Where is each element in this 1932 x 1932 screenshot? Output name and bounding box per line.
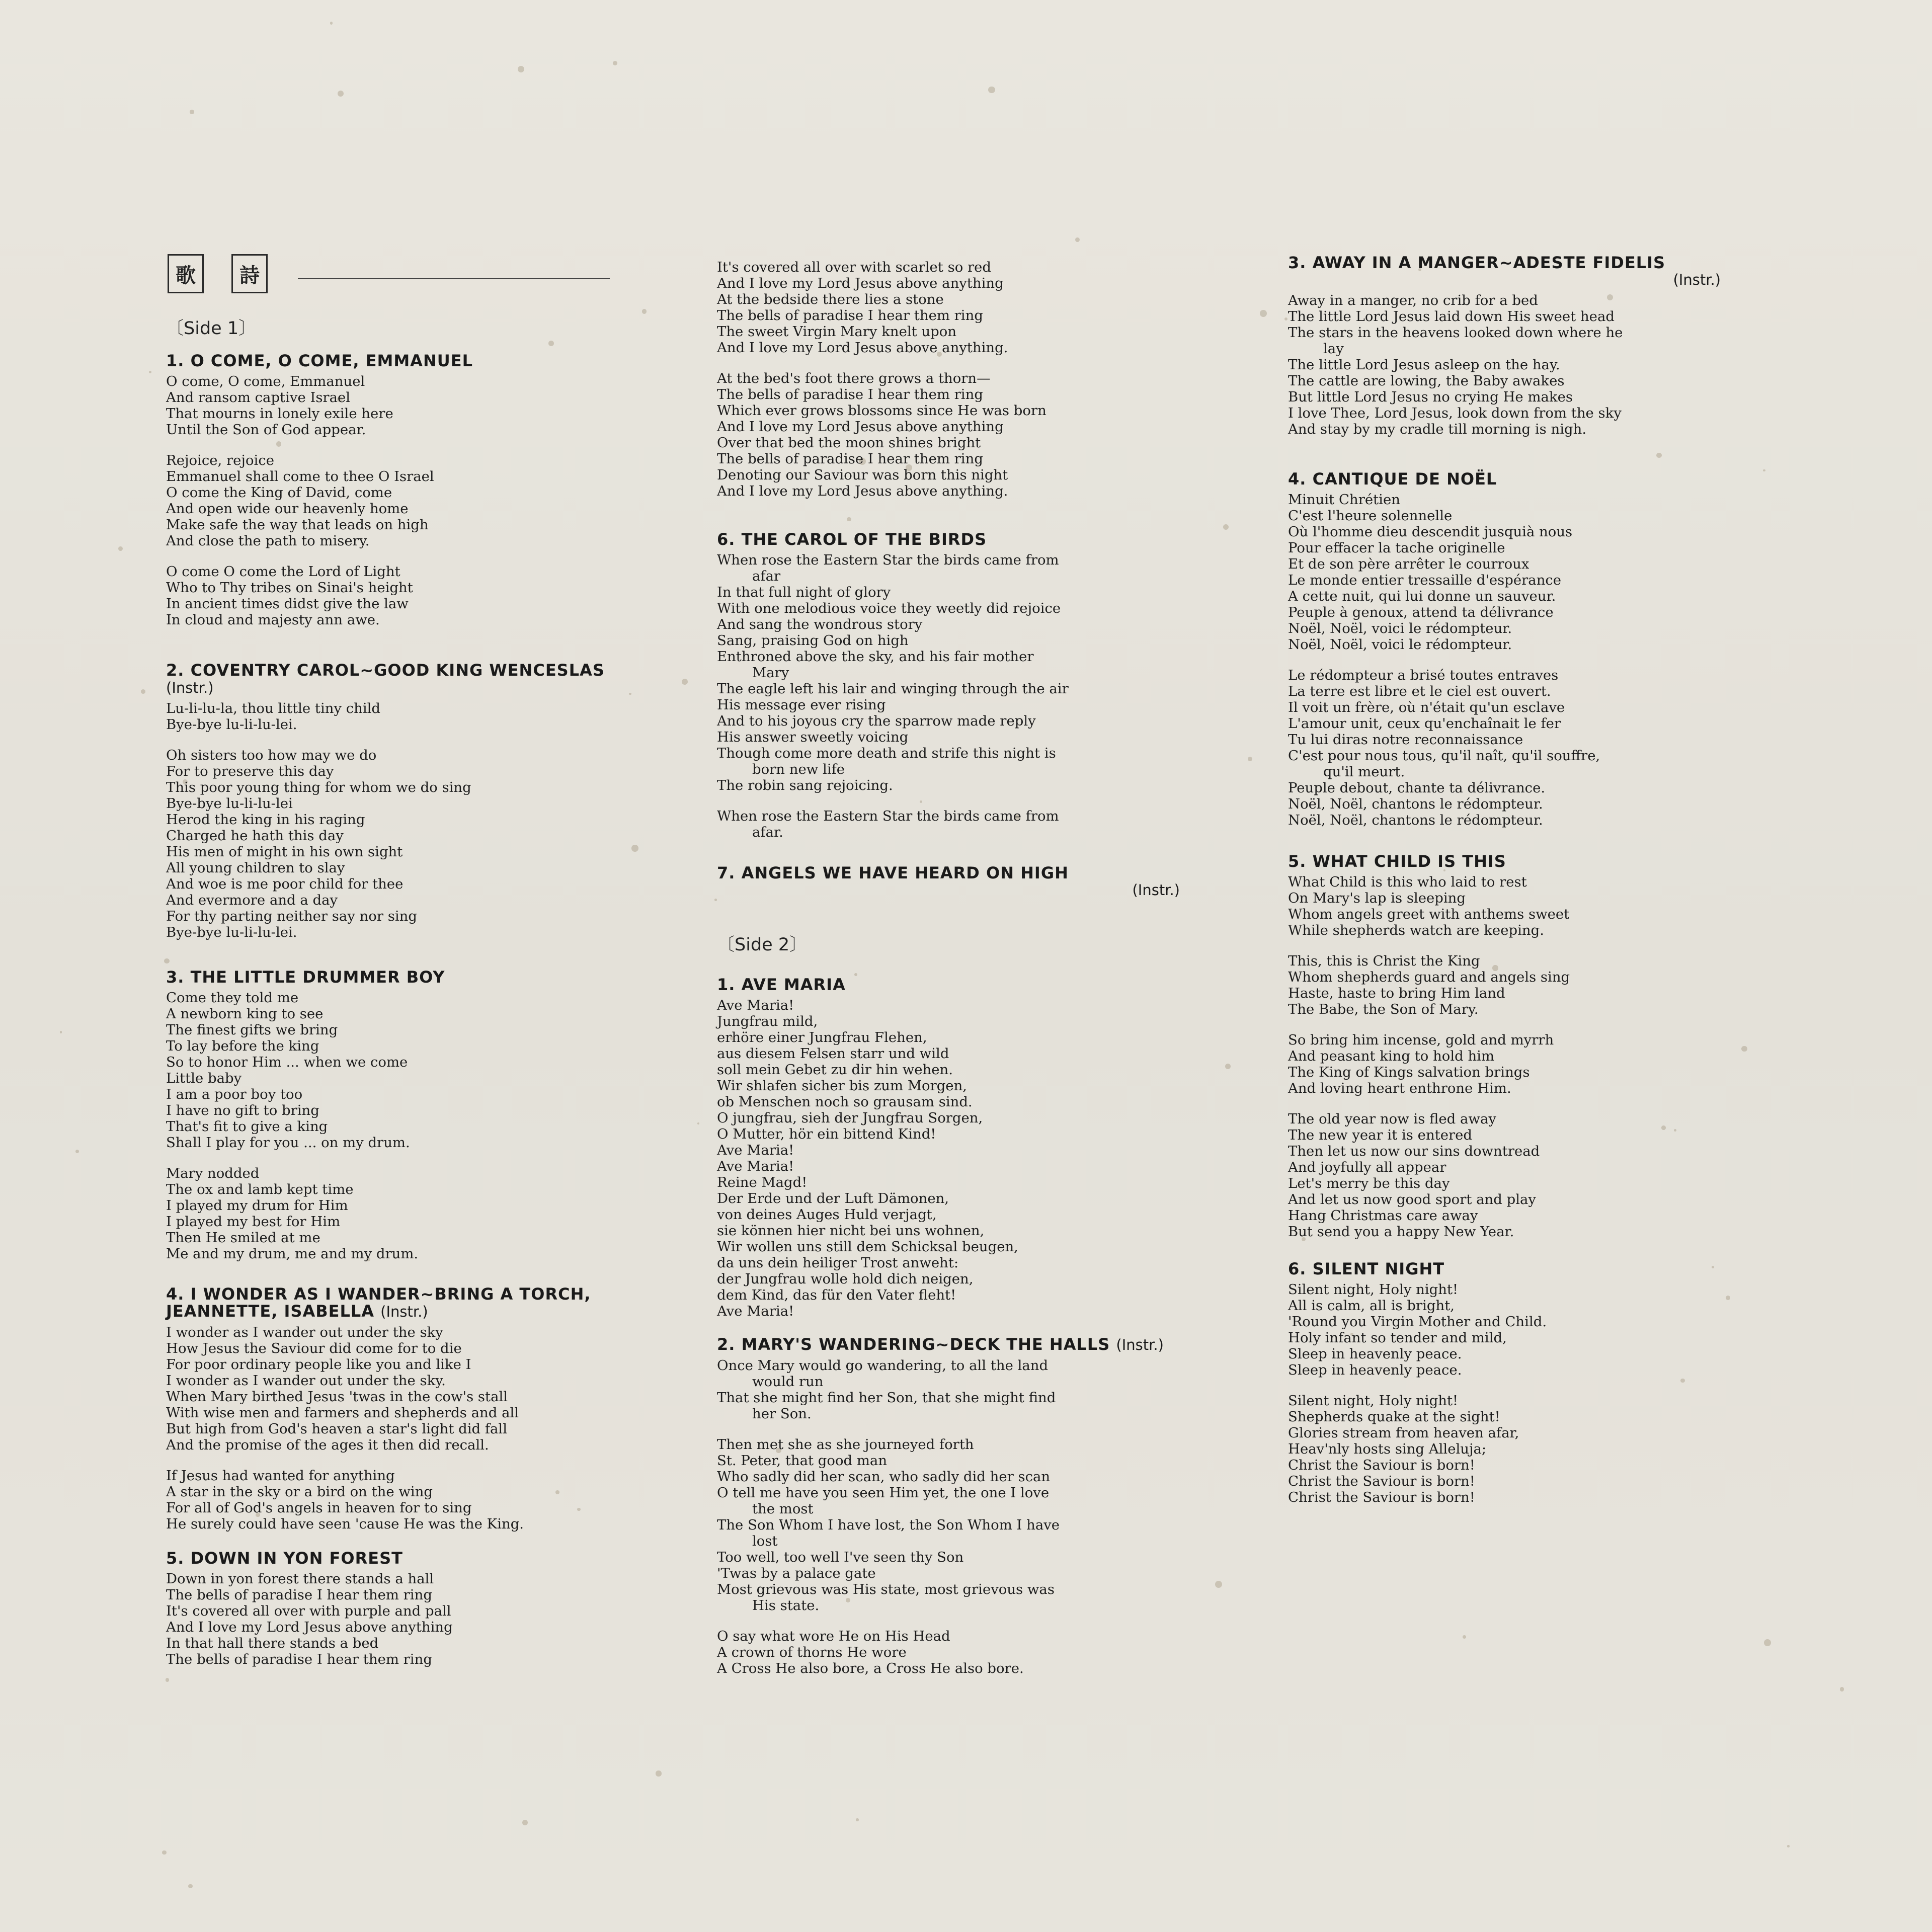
lyric-line: C'est pour nous tous, qu'il naît, qu'il souffre,: [1288, 748, 1600, 764]
lyric-line: 'Round you Virgin Mother and Child.: [1288, 1314, 1547, 1330]
lyric-line: And the promise of the ages it then did recall.: [166, 1437, 489, 1453]
song-block: [717, 531, 1180, 855]
lyric-line: And stay by my cradle till morning is nigh.: [1288, 421, 1587, 437]
lyric-line: And I love my Lord Jesus above anything: [717, 275, 1004, 291]
lyric-line: The stars in the heavens looked down where he: [1288, 325, 1623, 341]
song-number: 3.: [1288, 253, 1307, 272]
song-title: [166, 352, 619, 369]
lyric-line: And woe is me poor child for thee: [166, 876, 404, 892]
song-block: [717, 864, 1180, 903]
lyrics-header: [166, 254, 609, 299]
lyric-line: The little Lord Jesus laid down His sweet head: [1288, 308, 1615, 325]
lyric-line: And close the path to misery.: [166, 533, 370, 549]
stanza: [717, 259, 1180, 356]
lyric-line: Mary nodded: [166, 1165, 260, 1181]
lyric-line: At the bedside there lies a stone: [717, 291, 944, 307]
song-block: [166, 662, 619, 955]
song-number: 7.: [717, 863, 736, 882]
song-title: [1288, 1260, 1721, 1277]
lyric-line: Whom angels greet with anthems sweet: [1288, 906, 1570, 922]
lyric-line: Il voit un frère, où n'était qu'un esclave: [1288, 699, 1565, 715]
lyric-line: A star in the sky or a bird on the wing: [166, 1484, 433, 1500]
lyric-line: And I love my Lord Jesus above anything: [717, 419, 1004, 435]
stanza: [166, 990, 619, 1151]
song-title-text: AVE MARIA: [741, 975, 846, 994]
stanza: [166, 1165, 619, 1262]
song-number: 6.: [717, 530, 736, 549]
lyric-line: Tu lui diras notre reconnaissance: [1288, 732, 1523, 748]
lyric-line: A Cross He also bore, a Cross He also bore.: [717, 1660, 1024, 1676]
lyric-line: For to preserve this day: [166, 763, 334, 779]
lyric-line: And ransom captive Israel: [166, 389, 351, 406]
lyric-line: born new life: [752, 761, 845, 777]
lyric-line: That mourns in lonely exile here: [166, 406, 393, 422]
song-title: [1288, 853, 1721, 870]
stanza: [1288, 292, 1721, 437]
lyric-line: It's covered all over with scarlet so red: [717, 259, 992, 275]
lyric-line: Shall I play for you ... on my drum.: [166, 1135, 410, 1151]
lyric-line: Then let us now our sins downtread: [1288, 1143, 1540, 1159]
song-title-text: ANGELS WE HAVE HEARD ON HIGH: [741, 863, 1069, 882]
song-title: [1288, 470, 1721, 488]
song-block: [717, 1336, 1180, 1691]
lyric-line: O Mutter, hör ein bittend Kind!: [717, 1126, 936, 1142]
lyric-line: Ave Maria!: [717, 1142, 794, 1158]
lyric-line: And to his joyous cry the sparrow made reply: [717, 713, 1036, 729]
lyric-line: In cloud and majesty ann awe.: [166, 612, 380, 628]
lyric-line: The finest gifts we bring: [166, 1022, 338, 1038]
lyric-line: lay: [1323, 341, 1344, 357]
lyric-line: Reine Magd!: [717, 1174, 808, 1190]
lyric-line: Wir wollen uns still dem Schicksal beugen,: [717, 1239, 1018, 1255]
song-number: 4.: [1288, 469, 1307, 489]
song-title: [166, 1550, 619, 1567]
stanza: [717, 552, 1180, 793]
lyric-line: And I love my Lord Jesus above anything.: [717, 483, 1008, 499]
kanji-box-uta: 歌: [168, 254, 204, 293]
stanza: [1288, 953, 1721, 1017]
song-title-text: THE LITTLE DRUMMER BOY: [190, 968, 445, 987]
lyric-line: Peuple debout, chante ta délivrance.: [1288, 780, 1546, 796]
lyric-line: The bells of paradise I hear them ring: [717, 386, 983, 403]
lyric-line: The bells of paradise I hear them ring: [717, 307, 983, 324]
lyric-line: In that full night of glory: [717, 584, 891, 600]
lyric-line: His answer sweetly voicing: [717, 729, 909, 745]
lyric-line: Où l'homme dieu descendit jusquià nous: [1288, 524, 1573, 540]
stanza: [166, 373, 619, 438]
lyric-line: And loving heart enthrone Him.: [1288, 1080, 1511, 1096]
lyric-line: And let us now good sport and play: [1288, 1191, 1536, 1208]
lyric-line: Silent night, Holy night!: [1288, 1393, 1459, 1409]
stanza: [1288, 1111, 1721, 1240]
lyric-line: da uns dein heiliger Trost anweht:: [717, 1255, 959, 1271]
stanza: [1288, 1281, 1721, 1378]
song-title-text: COVENTRY CAROL~GOOD KING WENCESLAS: [190, 661, 605, 680]
lyric-line: The eagle left his lair and winging through the air: [717, 681, 1069, 697]
lyric-line: 'Twas by a palace gate: [717, 1565, 876, 1581]
stanza: [166, 1571, 619, 1667]
lyric-line: Christ the Saviour is born!: [1288, 1473, 1475, 1489]
lyric-line: And I love my Lord Jesus above anything: [166, 1619, 453, 1635]
lyric-line: sie können hier nicht bei uns wohnen,: [717, 1223, 985, 1239]
lyric-line: erhöre einer Jungfrau Flehen,: [717, 1029, 927, 1045]
stanza: [166, 747, 619, 940]
stanza: [717, 1628, 1180, 1676]
lyric-line: Most grievous was His state, most grievous was: [717, 1581, 1055, 1597]
lyric-line: Whom shepherds guard and angels sing: [1288, 969, 1570, 985]
lyric-line: O say what wore He on His Head: [717, 1628, 950, 1644]
lyric-line: O come, O come, Emmanuel: [166, 373, 365, 389]
lyric-line: Then met she as she journeyed forth: [717, 1436, 974, 1453]
instrumental-note: (Instr.): [166, 679, 214, 696]
lyric-line: afar.: [752, 824, 783, 840]
lyric-line: La terre est libre et le ciel est ouvert.: [1288, 683, 1551, 699]
lyric-line: Minuit Chrétien: [1288, 492, 1400, 508]
lyric-line: Down in yon forest there stands a hall: [166, 1571, 434, 1587]
instrumental-note: (Instr.): [380, 1303, 428, 1320]
lyric-line: Le rédompteur a brisé toutes entraves: [1288, 667, 1559, 683]
lyric-line: I wonder as I wander out under the sky.: [166, 1373, 446, 1389]
lyric-line: That's fit to give a king: [166, 1118, 328, 1135]
lyric-line: To lay before the king: [166, 1038, 319, 1054]
lyric-line: The little Lord Jesus asleep on the hay.: [1288, 357, 1560, 373]
song-title-text: AWAY IN A MANGER~ADESTE FIDELIS: [1312, 253, 1666, 272]
lyric-line: The bells of paradise I hear them ring: [717, 451, 983, 467]
lyric-line: L'amour unit, ceux qu'enchaînait le fer: [1288, 715, 1561, 732]
lyric-line: Bye-bye lu-li-lu-lei.: [166, 716, 297, 733]
lyric-line: If Jesus had wanted for anything: [166, 1468, 395, 1484]
song-block: [166, 1285, 619, 1547]
lyric-line: Noël, Noël, voici le rédompteur.: [1288, 636, 1512, 653]
lyric-line: von deines Auges Huld verjagt,: [717, 1206, 937, 1223]
lyric-line: I am a poor boy too: [166, 1086, 303, 1102]
lyric-line: Haste, haste to bring Him land: [1288, 985, 1505, 1001]
lyric-line: In ancient times didst give the law: [166, 596, 409, 612]
lyric-line: I have no gift to bring: [166, 1102, 319, 1118]
song-title-text: SILENT NIGHT: [1312, 1259, 1445, 1278]
lyric-line: Christ the Saviour is born!: [1288, 1457, 1475, 1473]
lyric-line: The cattle are lowing, the Baby awakes: [1288, 373, 1565, 389]
lyric-line: For all of God's angels in heaven for to sing: [166, 1500, 472, 1516]
lyric-line: Bye-bye lu-li-lu-lei: [166, 795, 293, 812]
side-label: 〔Side 2〕: [717, 935, 808, 955]
lyric-line: How Jesus the Saviour did come for to die: [166, 1340, 462, 1356]
song-title-text: MARY'S WANDERING~DECK THE HALLS: [741, 1335, 1110, 1354]
lyric-line: Who sadly did her scan, who sadly did her scan: [717, 1469, 1051, 1485]
lyric-line: The Babe, the Son of Mary.: [1288, 1001, 1479, 1017]
lyric-line: Sleep in heavenly peace.: [1288, 1362, 1462, 1378]
lyric-line: lost: [752, 1533, 778, 1549]
lyric-line: But little Lord Jesus no crying He makes: [1288, 389, 1573, 405]
lyric-line: At the bed's foot there grows a thorn—: [717, 370, 991, 386]
lyric-line: Noël, Noël, chantons le rédompteur.: [1288, 812, 1543, 828]
lyric-line: Sang, praising God on high: [717, 632, 909, 649]
lyric-line: Holy infant so tender and mild,: [1288, 1330, 1507, 1346]
lyric-line: His men of might in his own sight: [166, 844, 403, 860]
stanza: [717, 1436, 1180, 1614]
song-number: 1.: [717, 975, 736, 994]
lyric-line: When rose the Eastern Star the birds came from: [717, 552, 1059, 568]
lyric-line: But send you a happy New Year.: [1288, 1224, 1514, 1240]
stanza: [1288, 492, 1721, 653]
lyric-line: Then He smiled at me: [166, 1230, 320, 1246]
lyric-line: The bells of paradise I hear them ring: [166, 1651, 432, 1667]
lyric-line: This poor young thing for whom we do sing: [166, 779, 471, 795]
instrumental-note: (Instr.): [1132, 881, 1180, 899]
song-number: 5.: [1288, 852, 1307, 871]
header-rule: [298, 278, 610, 279]
lyric-line: Et de son père arrêter le courroux: [1288, 556, 1530, 572]
stanza: [717, 1357, 1180, 1422]
lyric-line: A newborn king to see: [166, 1006, 324, 1022]
song-number: 5.: [166, 1549, 185, 1568]
lyric-line: All is calm, all is bright,: [1288, 1298, 1455, 1314]
lyric-line: soll mein Gebet zu dir hin wehen.: [717, 1062, 953, 1078]
lyric-line: Silent night, Holy night!: [1288, 1281, 1459, 1298]
lyric-line: Glories stream from heaven afar,: [1288, 1425, 1519, 1441]
song-block: [166, 1550, 619, 1682]
lyric-line: I wonder as I wander out under the sky: [166, 1324, 443, 1340]
instrumental-note: (Instr.): [1673, 271, 1721, 288]
lyric-line: der Jungfrau wolle hold dich neigen,: [717, 1271, 974, 1287]
song-title: [1288, 254, 1721, 288]
song-title-text: CANTIQUE DE NOËL: [1312, 469, 1497, 489]
lyric-line: Little baby: [166, 1070, 242, 1086]
lyric-line: And peasant king to hold him: [1288, 1048, 1495, 1064]
lyric-line: In that hall there stands a bed: [166, 1635, 379, 1651]
song-title-text: O COME, O COME, EMMANUEL: [190, 351, 473, 370]
lyric-line: Der Erde und der Luft Dämonen,: [717, 1190, 949, 1206]
lyric-line: So bring him incense, gold and myrrh: [1288, 1032, 1554, 1048]
lyric-line: Lu-li-lu-la, thou little tiny child: [166, 700, 381, 716]
lyric-line: Noël, Noël, voici le rédompteur.: [1288, 620, 1512, 636]
song-number: 1.: [166, 351, 185, 370]
stanza: [1288, 667, 1721, 828]
lyric-line: Jungfrau mild,: [717, 1013, 818, 1029]
lyric-line: her Son.: [752, 1406, 812, 1422]
song-block: [1288, 470, 1721, 843]
lyric-line: Though come more death and strife this night is: [717, 745, 1056, 761]
lyric-line: His message ever rising: [717, 697, 886, 713]
lyric-line: I played my best for Him: [166, 1214, 341, 1230]
lyric-line: This, this is Christ the King: [1288, 953, 1480, 969]
song-title: [166, 969, 619, 986]
lyric-line: Away in a manger, no crib for a bed: [1288, 292, 1538, 308]
lyric-line: And I love my Lord Jesus above anything.: [717, 340, 1008, 356]
stanza: [166, 564, 619, 628]
lyric-line: A crown of thorns He wore: [717, 1644, 907, 1660]
lyric-line: Wir shlafen sicher bis zum Morgen,: [717, 1078, 968, 1094]
lyric-line: Mary: [752, 665, 789, 681]
lyric-line: The sweet Virgin Mary knelt upon: [717, 324, 957, 340]
lyric-line: With wise men and farmers and shepherds and all: [166, 1405, 519, 1421]
lyric-line: Ave Maria!: [717, 1158, 794, 1174]
lyric-line: Herod the king in his raging: [166, 812, 365, 828]
lyric-line: I love Thee, Lord Jesus, look down from the sky: [1288, 405, 1622, 421]
instrumental-note: (Instr.): [1116, 1336, 1164, 1353]
kanji-box-shi: 詩: [231, 254, 268, 293]
lyric-line: With one melodious voice they weetly did rejoice: [717, 600, 1061, 616]
lyric-line: Sleep in heavenly peace.: [1288, 1346, 1462, 1362]
lyric-line: The robin sang rejoicing.: [717, 777, 893, 793]
song-number: 4.: [166, 1284, 185, 1304]
song-title-text: THE CAROL OF THE BIRDS: [741, 530, 987, 549]
song-title-text: DOWN IN YON FOREST: [190, 1549, 403, 1568]
stanza: [166, 1324, 619, 1453]
song-block: [717, 976, 1180, 1334]
lyric-line: The Son Whom I have lost, the Son Whom I have: [717, 1517, 1060, 1533]
lyric-line: But high from God's heaven a star's light did fall: [166, 1421, 508, 1437]
lyric-line: While shepherds watch are keeping.: [1288, 922, 1544, 938]
lyric-line: O jungfrau, sieh der Jungfrau Sorgen,: [717, 1110, 983, 1126]
lyric-line: So to honor Him ... when we come: [166, 1054, 408, 1070]
song-number: 2.: [166, 661, 185, 680]
song-block: [1288, 254, 1721, 452]
song-block: [1288, 1260, 1721, 1520]
lyric-line: A cette nuit, qui lui donne un sauveur.: [1288, 588, 1556, 604]
stanza: [166, 452, 619, 549]
lyric-line: St. Peter, that good man: [717, 1453, 888, 1469]
lyric-line: the most: [752, 1501, 814, 1517]
lyric-line: aus diesem Felsen starr und wild: [717, 1045, 949, 1062]
lyric-line: Me and my drum, me and my drum.: [166, 1246, 419, 1262]
lyric-line: Enthroned above the sky, and his fair mother: [717, 649, 1034, 665]
lyric-line: The King of Kings salvation brings: [1288, 1064, 1530, 1080]
lyric-line: O tell me have you seen Him yet, the one I love: [717, 1485, 1050, 1501]
lyric-line: That she might find her Son, that she might find: [717, 1390, 1056, 1406]
lyric-line: Emmanuel shall come to thee O Israel: [166, 468, 434, 485]
lyric-line: I played my drum for Him: [166, 1197, 348, 1214]
lyric-line: afar: [752, 568, 781, 584]
lyric-line: Who to Thy tribes on Sinai's height: [166, 580, 413, 596]
lyric-line: Hang Christmas care away: [1288, 1208, 1478, 1224]
song-block: [717, 259, 1180, 514]
lyric-line: Heav'nly hosts sing Alleluja;: [1288, 1441, 1487, 1457]
lyric-line: Ave Maria!: [717, 1303, 794, 1319]
lyric-line: qu'il meurt.: [1323, 764, 1405, 780]
lyric-line: Christ the Saviour is born!: [1288, 1489, 1475, 1505]
lyric-line: Bye-bye lu-li-lu-lei.: [166, 924, 297, 940]
stanza: [717, 370, 1180, 499]
lyric-line: His state.: [752, 1597, 820, 1614]
lyric-line: The new year it is entered: [1288, 1127, 1472, 1143]
stanza: [1288, 1032, 1721, 1096]
stanza: [717, 808, 1180, 840]
song-number: 2.: [717, 1335, 736, 1354]
song-title: [717, 1336, 1180, 1353]
lyric-line: He surely could have seen 'cause He was the King.: [166, 1516, 524, 1532]
lyric-line: Once Mary would go wandering, to all the land: [717, 1357, 1049, 1374]
side-label: 〔Side 1〕: [166, 318, 257, 339]
lyric-line: And sang the wondrous story: [717, 616, 923, 632]
lyric-line: For poor ordinary people like you and like I: [166, 1356, 471, 1373]
song-block: [166, 969, 619, 1276]
lyric-line: The ox and lamb kept time: [166, 1181, 354, 1197]
lyric-line: It's covered all over with purple and pall: [166, 1603, 451, 1619]
lyric-line: Noël, Noël, chantons le rédompteur.: [1288, 796, 1543, 812]
lyric-line: Rejoice, rejoice: [166, 452, 274, 468]
lyric-line: The old year now is fled away: [1288, 1111, 1496, 1127]
song-title: [717, 864, 1180, 899]
lyric-line: C'est l'heure solennelle: [1288, 508, 1453, 524]
lyric-line: The bells of paradise I hear them ring: [166, 1587, 432, 1603]
stanza: [166, 1468, 619, 1532]
lyric-line: For thy parting neither say nor sing: [166, 908, 417, 924]
song-title: [717, 531, 1180, 548]
lyric-line: Over that bed the moon shines bright: [717, 435, 981, 451]
song-title: [166, 1285, 619, 1320]
lyric-line: Make safe the way that leads on high: [166, 517, 429, 533]
stanza: [166, 700, 619, 733]
lyric-line: O come the King of David, come: [166, 485, 392, 501]
lyric-line: When rose the Eastern Star the birds came from: [717, 808, 1059, 824]
lyric-line: When Mary birthed Jesus 'twas in the cow's stall: [166, 1389, 508, 1405]
lyric-line: And open wide our heavenly home: [166, 501, 409, 517]
lyric-line: would run: [752, 1374, 824, 1390]
lyric-line: On Mary's lap is sleeping: [1288, 890, 1466, 906]
lyric-line: dem Kind, das für den Vater fleht!: [717, 1287, 956, 1303]
song-title: [166, 662, 619, 696]
lyric-line: And evermore and a day: [166, 892, 338, 908]
song-number: 3.: [166, 968, 185, 987]
lyric-line: O come O come the Lord of Light: [166, 564, 400, 580]
lyric-line: Pour effacer la tache originelle: [1288, 540, 1505, 556]
lyric-line: Let's merry be this day: [1288, 1175, 1450, 1191]
stanza: [717, 997, 1180, 1319]
lyric-line: Until the Son of God appear.: [166, 422, 366, 438]
song-block: [166, 352, 619, 642]
lyric-line: Shepherds quake at the sight!: [1288, 1409, 1500, 1425]
song-title-text: WHAT CHILD IS THIS: [1312, 852, 1506, 871]
lyric-line: Peuple à genoux, attend ta délivrance: [1288, 604, 1554, 620]
song-number: 6.: [1288, 1259, 1307, 1278]
stanza: [1288, 874, 1721, 938]
lyric-line: All young children to slay: [166, 860, 345, 876]
lyric-line: Denoting our Saviour was born this night: [717, 467, 1008, 483]
lyric-line: Le monde entier tressaille d'espérance: [1288, 572, 1562, 588]
lyric-line: ob Menschen noch so grausam sind.: [717, 1094, 973, 1110]
lyric-line: Too well, too well I've seen thy Son: [717, 1549, 964, 1565]
song-title: [717, 976, 1180, 993]
lyric-line: Oh sisters too how may we do: [166, 747, 377, 763]
lyric-line: Which ever grows blossoms since He was born: [717, 403, 1046, 419]
lyric-line: Come they told me: [166, 990, 299, 1006]
lyric-line: Charged he hath this day: [166, 828, 344, 844]
lyric-line: And joyfully all appear: [1288, 1159, 1446, 1175]
stanza: [1288, 1393, 1721, 1505]
lyric-line: Ave Maria!: [717, 997, 794, 1013]
lyric-line: What Child is this who laid to rest: [1288, 874, 1527, 890]
song-title-text: I WONDER AS I WANDER~BRING A TORCH, JEANNETTE, ISABELLA: [166, 1284, 591, 1321]
song-block: [1288, 853, 1721, 1254]
